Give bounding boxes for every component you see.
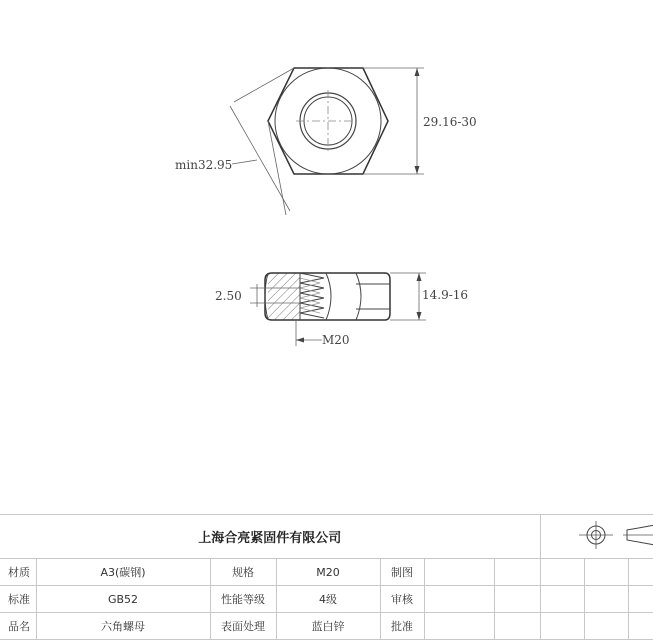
corners-dimension-line — [230, 106, 290, 211]
cell-approve-1 — [424, 613, 494, 640]
label-finish: 表面处理 — [210, 613, 276, 640]
value-finish: 蓝白锌 — [276, 613, 380, 640]
projection-symbol-cell — [540, 515, 653, 559]
label-review: 审核 — [380, 586, 424, 613]
title-block-table — [0, 514, 653, 640]
value-product: 六角螺母 — [36, 613, 210, 640]
cell-review-3 — [540, 586, 584, 613]
cell-review-2 — [494, 586, 540, 613]
cell-review-1 — [424, 586, 494, 613]
cell-approve-4 — [584, 613, 628, 640]
title-block — [0, 514, 653, 644]
cell-drawn-4 — [584, 559, 628, 586]
label-grade: 性能等级 — [210, 586, 276, 613]
projection-symbol-icon — [567, 517, 653, 553]
cell-review-5 — [628, 586, 653, 613]
corners-leader-line — [232, 160, 257, 164]
cell-review-4 — [584, 586, 628, 613]
cell-drawn-3 — [540, 559, 584, 586]
height-label: 14.9-16 — [422, 288, 469, 302]
thread-label: M20 — [322, 333, 350, 347]
cell-drawn-1 — [424, 559, 494, 586]
label-standard: 标准 — [0, 586, 36, 613]
label-spec: 规格 — [210, 559, 276, 586]
label-drawn: 制图 — [380, 559, 424, 586]
cell-approve-5 — [628, 613, 653, 640]
pitch-label: 2.50 — [215, 289, 242, 303]
company-name: 上海合亮紧固件有限公司 — [0, 515, 540, 559]
label-product: 品名 — [0, 613, 36, 640]
cell-approve-3 — [540, 613, 584, 640]
across-corners-label: min32.95 — [175, 158, 233, 172]
label-material: 材质 — [0, 559, 36, 586]
value-grade: 4级 — [276, 586, 380, 613]
cell-drawn-2 — [494, 559, 540, 586]
cell-approve-2 — [494, 613, 540, 640]
label-approve: 批准 — [380, 613, 424, 640]
cell-drawn-5 — [628, 559, 653, 586]
value-standard: GB52 — [36, 586, 210, 613]
across-flats-label: 29.16-30 — [423, 115, 477, 129]
value-spec: M20 — [276, 559, 380, 586]
value-material: A3(碳钢) — [36, 559, 210, 586]
top-view — [230, 68, 424, 215]
